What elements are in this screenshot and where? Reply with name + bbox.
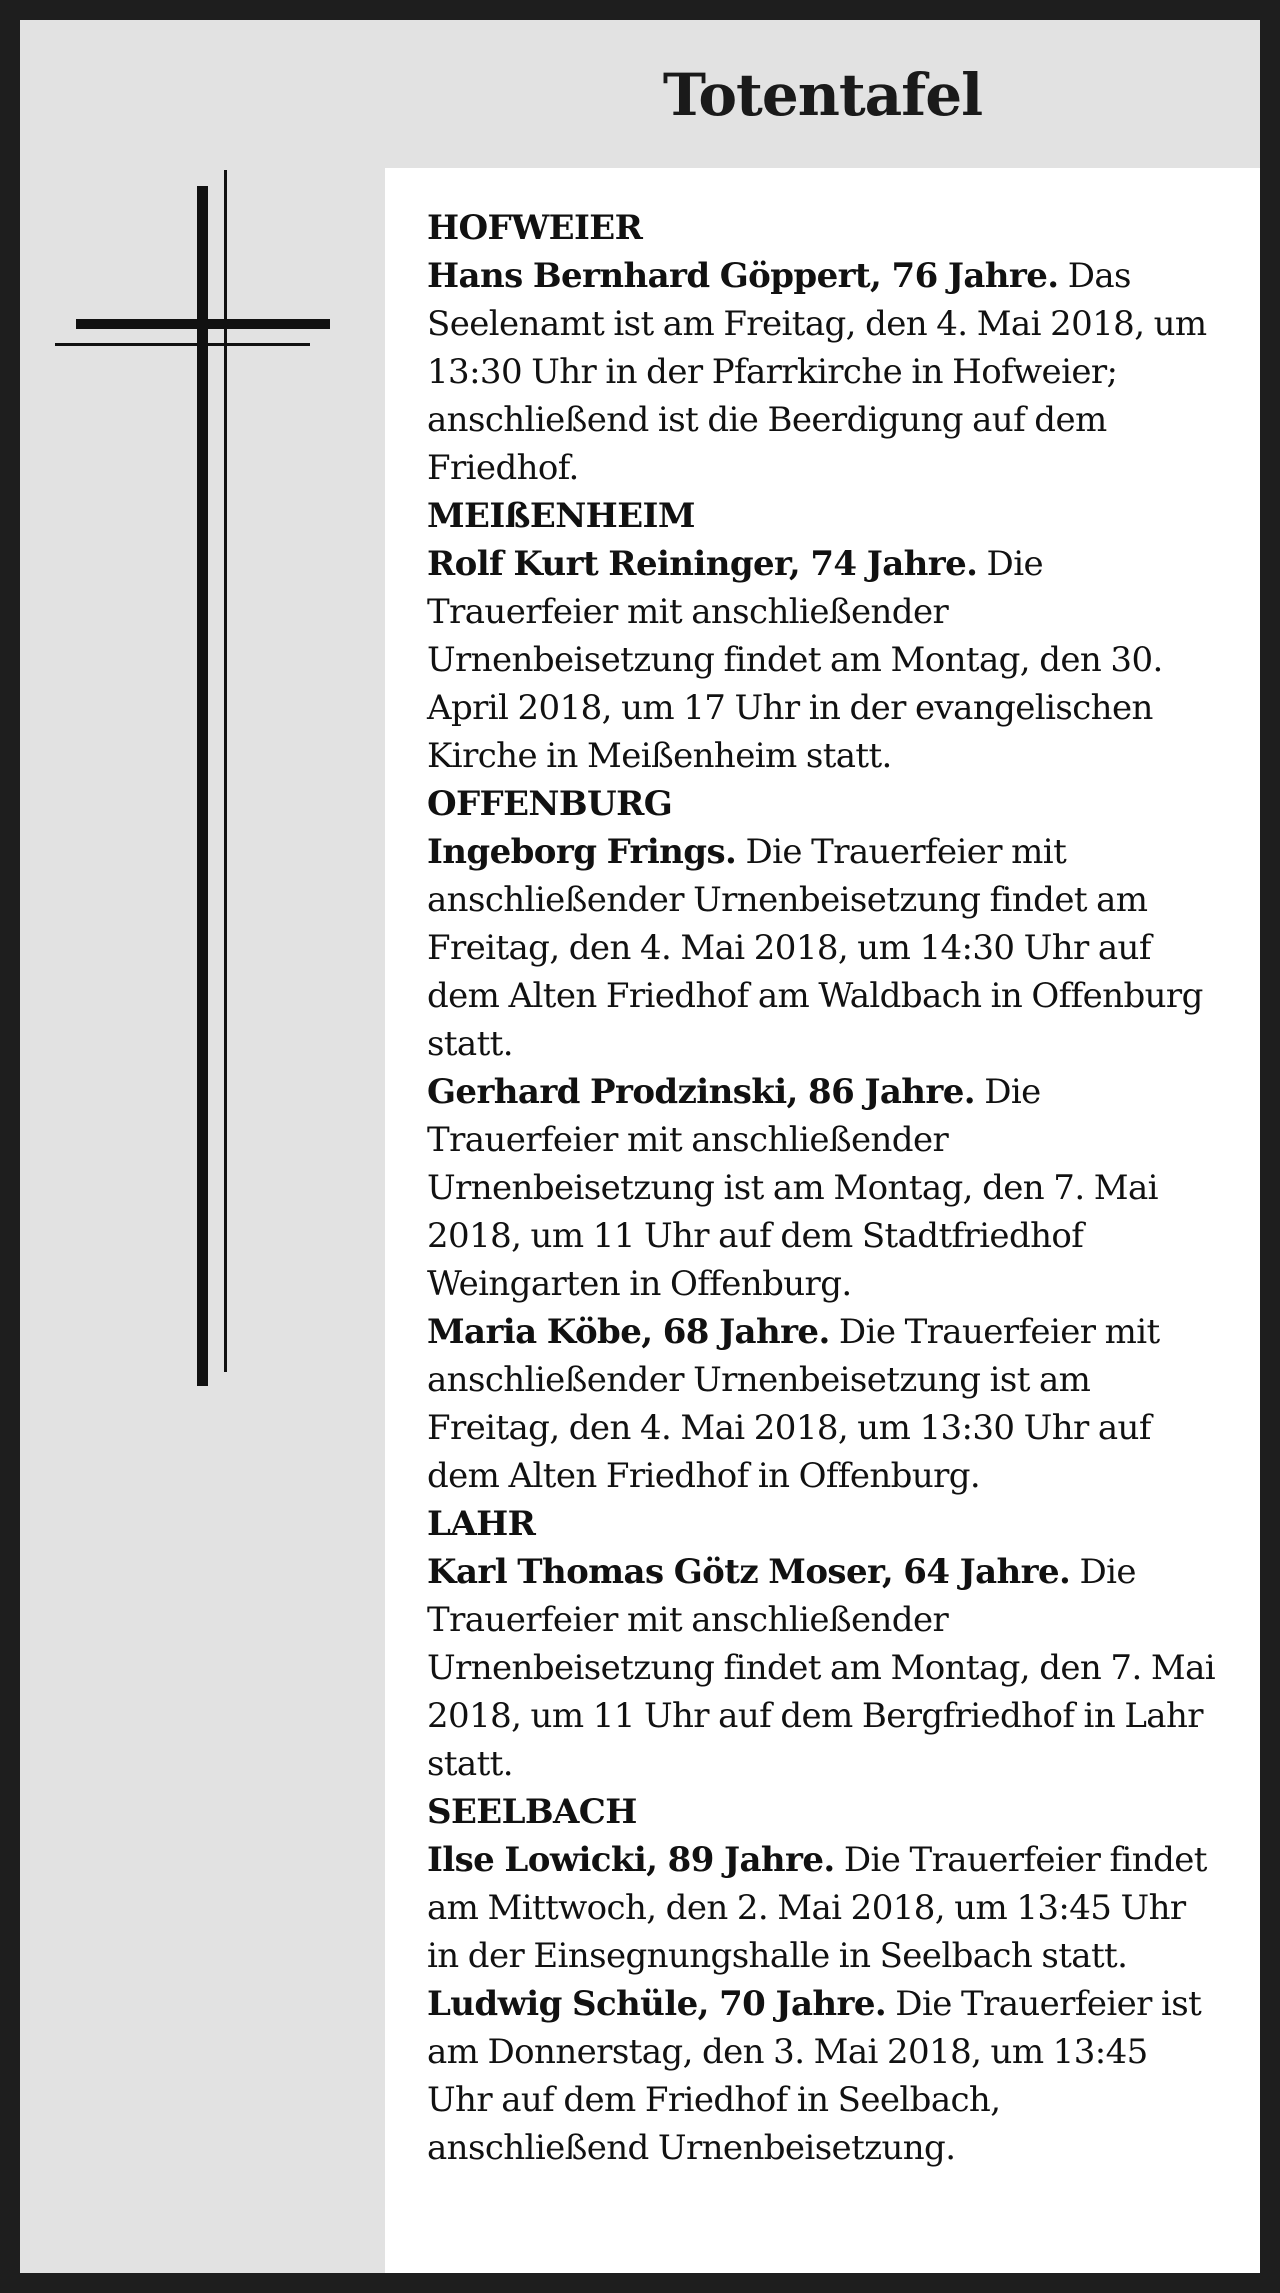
obituary-entry: [427, 828, 1220, 1068]
deceased-name: Gerhard Prodzinski, 86 Jahre.: [427, 1072, 975, 1112]
obituary-entry: [427, 252, 1220, 492]
deceased-name: Maria Köbe, 68 Jahre.: [427, 1312, 830, 1352]
place-heading-seelbach: SEELBACH: [427, 1792, 637, 1832]
obituary-entry: [427, 1068, 1220, 1308]
place-heading-hofweier: HOFWEIER: [427, 208, 643, 248]
deceased-name: Ingeborg Frings.: [427, 832, 737, 872]
obituary-entry: [427, 1308, 1220, 1500]
obituary-entry: [427, 1980, 1220, 2172]
place-heading-lahr: LAHR: [427, 1504, 536, 1544]
page-title: Totentafel: [662, 61, 983, 129]
deceased-name: Ludwig Schüle, 70 Jahre.: [427, 1984, 887, 2024]
obituary-text: Die Trauerfeier ist am Donnerstag, den 3. Mai 2018, um 13:45 Uhr auf dem Friedhof in Seelbach, anschließend Urnenbeisetzung.: [427, 1984, 1202, 2168]
obituary-text: Das Seelenamt ist am Freitag, den 4. Mai 2018, um 13:30 Uhr in der Pfarrkirche in Hofweier; anschließend ist die Beerdigung auf dem Friedhof.: [427, 256, 1207, 488]
obituary-text: Die Trauerfeier findet am Mittwoch, den 2. Mai 2018, um 13:45 Uhr in der Einsegnungshalle in Seelbach statt.: [427, 1840, 1207, 1976]
deceased-name: Karl Thomas Götz Moser, 64 Jahre.: [427, 1552, 1071, 1592]
obituary-list: [385, 168, 1260, 2273]
deceased-name: Hans Bernhard Göppert, 76 Jahre.: [427, 256, 1059, 296]
obituary-text: Die Trauerfeier mit anschließender Urnenbeisetzung findet am Montag, den 30. April 2018, um 17 Uhr in der evangelischen Kirche in Meißenheim statt.: [427, 544, 1163, 776]
obituary-entry: [427, 1836, 1220, 1980]
obituary-text: Die Trauerfeier mit anschließender Urnenbeisetzung findet am Montag, den 7. Mai 2018, um 11 Uhr auf dem Bergfriedhof in Lahr statt.: [427, 1552, 1216, 1784]
place-heading-meissenheim: MEIßENHEIM: [427, 496, 695, 536]
deceased-name: Ilse Lowicki, 89 Jahre.: [427, 1840, 835, 1880]
obituary-text: Die Trauerfeier mit anschließender Urnenbeisetzung ist am Montag, den 7. Mai 2018, um 11 Uhr auf dem Stadtfriedhof Weingarten in Offenburg.: [427, 1072, 1158, 1304]
deceased-name: Rolf Kurt Reininger, 74 Jahre.: [427, 544, 978, 584]
place-heading-offenburg: OFFENBURG: [427, 784, 673, 824]
obituary-text: Die Trauerfeier mit anschließender Urnenbeisetzung findet am Freitag, den 4. Mai 2018, um 14:30 Uhr auf dem Alten Friedhof am Waldbach in Offenburg statt.: [427, 832, 1203, 1064]
obituary-entry: [427, 1548, 1220, 1788]
obituary-entry: [427, 540, 1220, 780]
obituary-text: Die Trauerfeier mit anschließender Urnenbeisetzung ist am Freitag, den 4. Mai 2018, um 13:30 Uhr auf dem Alten Friedhof in Offenburg.: [427, 1312, 1160, 1496]
